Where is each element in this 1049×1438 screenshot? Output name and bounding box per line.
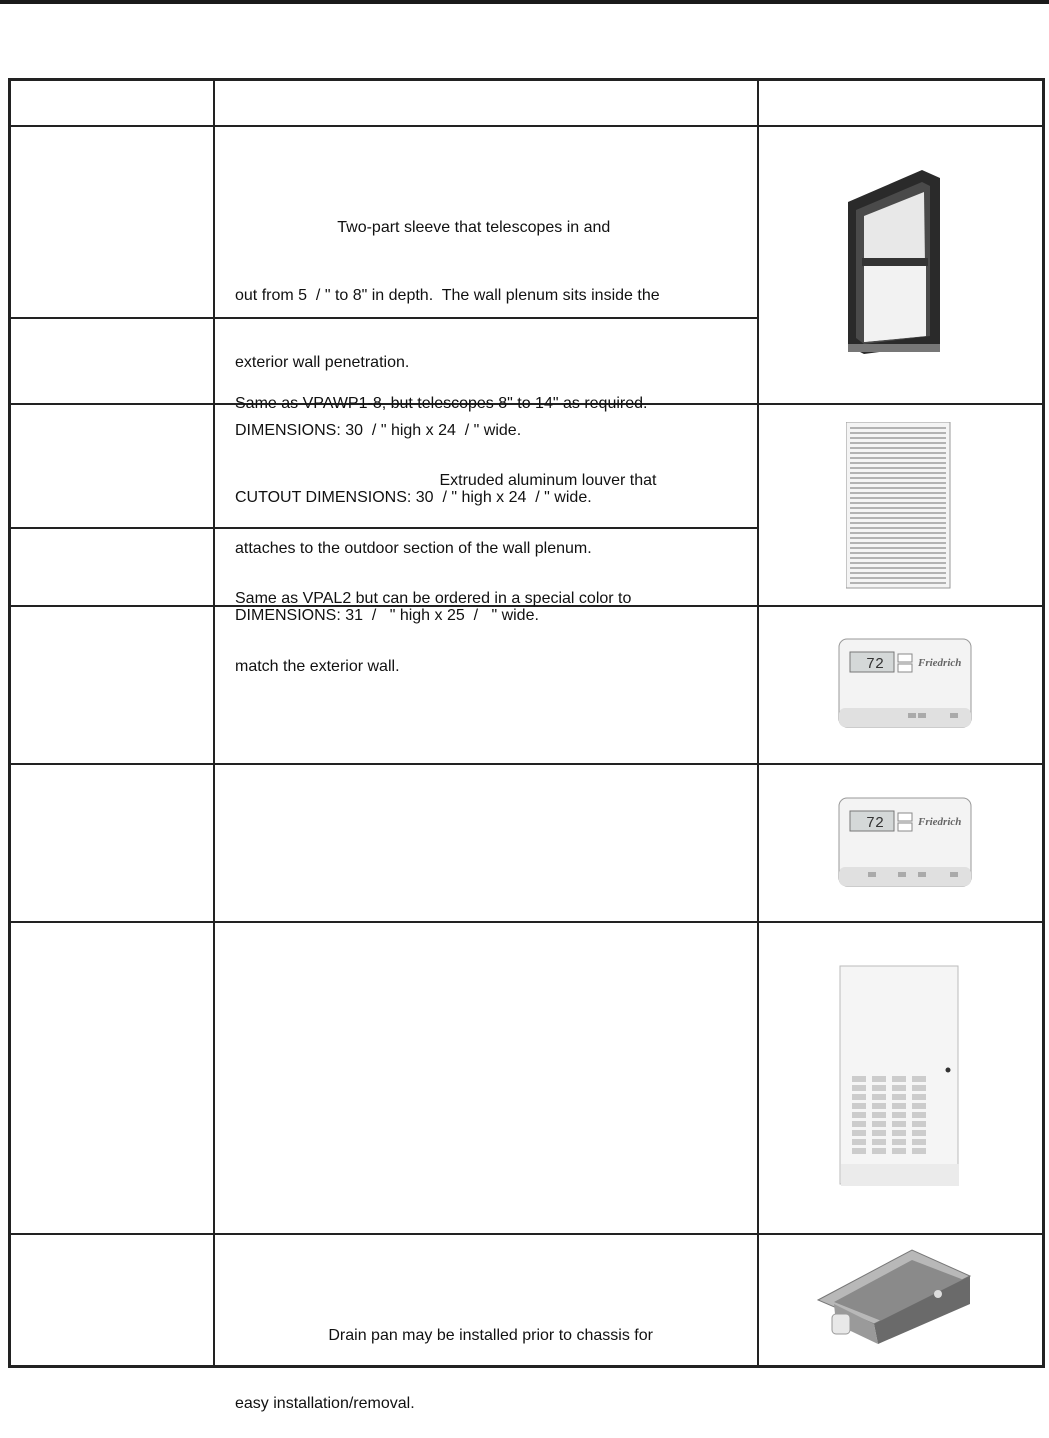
grille-slot <box>872 1112 886 1118</box>
drain-pan-image <box>814 1248 976 1348</box>
grille-slot <box>892 1085 906 1091</box>
grille-slot <box>892 1139 906 1145</box>
description-line: exterior wall penetration. <box>235 354 410 371</box>
drain-pan-description <box>235 1280 735 1438</box>
top-rule <box>0 0 1049 4</box>
description-line: Extruded aluminum louver that <box>235 472 657 489</box>
grille-slot <box>872 1094 886 1100</box>
grille-slot <box>912 1085 926 1091</box>
grille-slot <box>852 1139 866 1145</box>
grille-slot <box>912 1130 926 1136</box>
thermostat-image <box>838 797 974 889</box>
grille-slot <box>912 1076 926 1082</box>
wall-plenum-image <box>840 168 942 358</box>
description-line: Same as VPAL2 but can be ordered in a special color to <box>235 590 632 607</box>
grille-slot <box>912 1094 926 1100</box>
grille-slot <box>912 1112 926 1118</box>
grille-slot <box>912 1148 926 1154</box>
grille-slot <box>872 1076 886 1082</box>
row-divider <box>11 1233 1042 1235</box>
grille-slot <box>872 1139 886 1145</box>
grille-slot <box>852 1112 866 1118</box>
grille-slot <box>872 1103 886 1109</box>
grille-slot <box>872 1130 886 1136</box>
row-divider <box>11 921 1042 923</box>
grille-slot <box>912 1139 926 1145</box>
grille-slot <box>892 1148 906 1154</box>
description-line: out from 5 / " to 8" in depth. The wall plenum sits inside the <box>235 286 660 304</box>
row-divider <box>11 763 1042 765</box>
grille-slot <box>852 1076 866 1082</box>
louver-2-description <box>235 543 735 701</box>
grille-slot <box>892 1112 906 1118</box>
grille-slot <box>852 1148 866 1154</box>
grille-slot <box>852 1094 866 1100</box>
thermostat-display: 72 <box>865 815 884 832</box>
grille-slot <box>872 1121 886 1127</box>
grille-slot <box>912 1103 926 1109</box>
brand-logo: Friedrich <box>918 657 962 669</box>
grille-slot <box>892 1121 906 1127</box>
door-panel-image <box>838 964 962 1190</box>
description-line: match the exterior wall. <box>235 657 400 675</box>
thermostat-display: 72 <box>865 656 884 673</box>
description-line: easy installation/removal. <box>235 1394 415 1412</box>
header-divider <box>11 125 1042 127</box>
description-line: attaches to the outdoor section of the wall plenum. <box>235 539 592 557</box>
grille-slot <box>912 1121 926 1127</box>
grille-slot <box>892 1130 906 1136</box>
description-line: DIMENSIONS: 30 / " high x 24 / " wide. <box>235 421 522 439</box>
grille-slot <box>852 1121 866 1127</box>
description-line: Drain pan may be installed prior to chassis for <box>235 1327 653 1344</box>
column-divider-1 <box>213 81 215 1365</box>
column-divider-2 <box>757 81 759 1365</box>
grille-slot <box>892 1103 906 1109</box>
grille-slot <box>852 1085 866 1091</box>
brand-logo: Friedrich <box>918 816 962 828</box>
grille-slot <box>872 1148 886 1154</box>
grille-slot <box>892 1094 906 1100</box>
grille-slot <box>892 1076 906 1082</box>
grille-slot <box>852 1130 866 1136</box>
grille-slot <box>852 1103 866 1109</box>
thermostat-image <box>838 638 974 730</box>
description-line: CUTOUT DIMENSIONS: 30 / " high x 24 / " wide. <box>235 489 592 506</box>
description-line: Same as VPAWP1-8, but telescopes 8" to 14" as required. <box>235 395 648 412</box>
description-line: Two-part sleeve that telescopes in and <box>235 219 611 236</box>
louver-image <box>846 422 954 590</box>
description-line: DIMENSIONS: 31 / " high x 25 / " wide. <box>235 607 539 624</box>
grille-slot <box>872 1085 886 1091</box>
